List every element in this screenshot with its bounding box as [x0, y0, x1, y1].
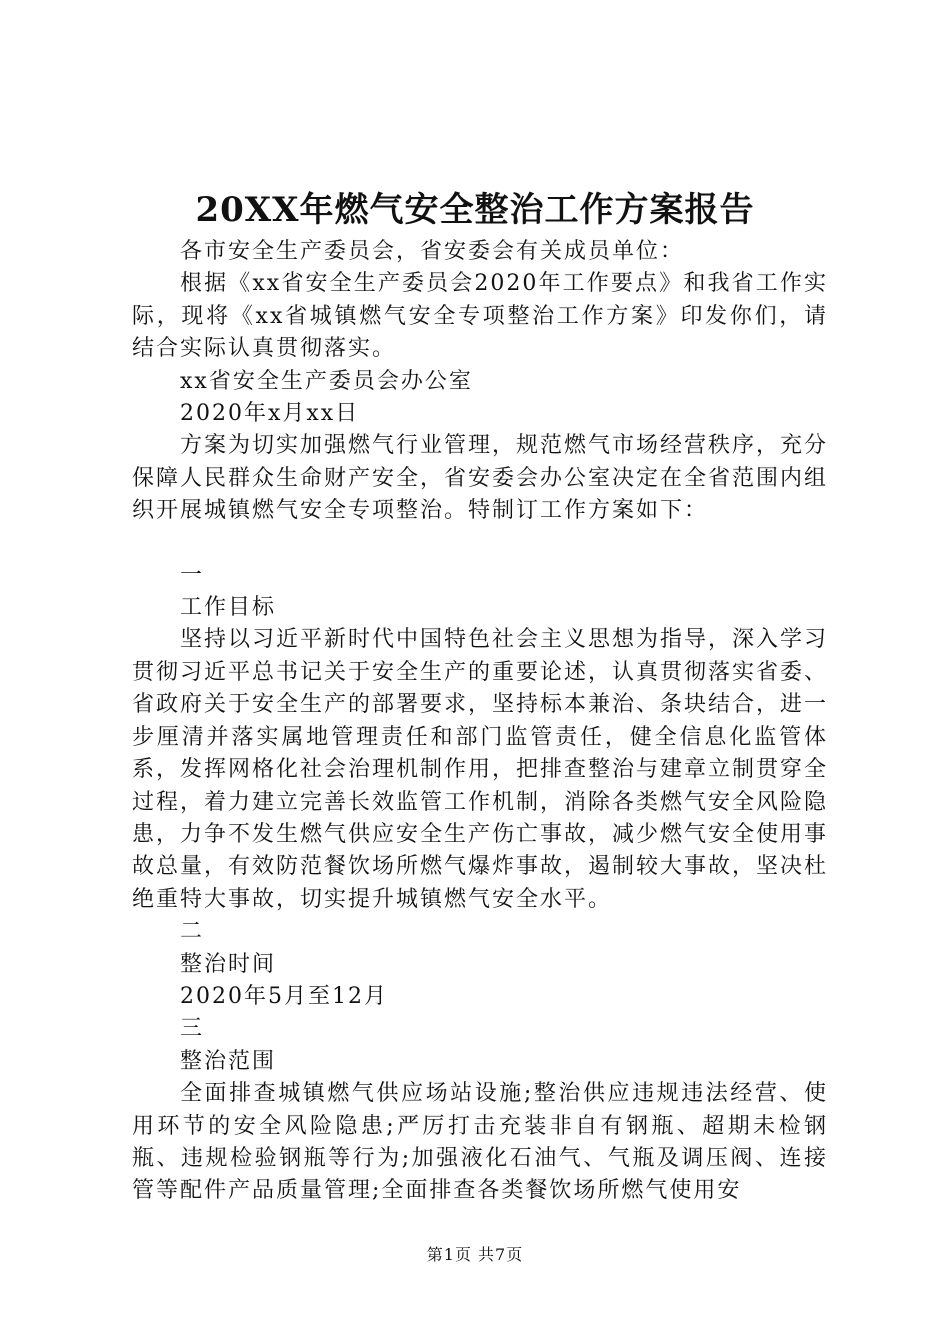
page-footer: 第1页 共7页 [426, 1245, 524, 1264]
intro-paragraph: 根据《xx省安全生产委员会2020年工作要点》和我省工作实际，现将《xx省城镇燃气安全专项整治工作方案》印发你们，请结合实际认真贯彻落实。 [132, 271, 828, 362]
document-body [132, 236, 828, 1208]
section-number-1: 一 [180, 562, 205, 588]
scope-paragraph: 全面排查城镇燃气供应场站设施;整治供应违规违法经营、使用环节的安全风险隐患;严厉打击充装非自有钢瓶、超期未检钢瓶、违规检验钢瓶等行为;加强液化石油气、气瓶及调压阀、连接管等配件产品质量管理;全面排查各类餐饮场所燃气使用安 [132, 1081, 828, 1204]
section-number-3: 三 [180, 1016, 205, 1042]
section-number-2: 二 [180, 919, 205, 945]
issuer-line: xx省安全生产委员会办公室 [180, 368, 473, 394]
section-heading-time: 整治时间 [180, 951, 277, 977]
section-heading-scope: 整治范围 [180, 1048, 277, 1074]
document-title: 20XX年燃气安全整治工作方案报告 [195, 190, 755, 230]
time-paragraph: 2020年5月至12月 [180, 983, 388, 1009]
date-line: 2020年x月xx日 [180, 401, 360, 427]
salutation: 各市安全生产委员会，省安委会有关成员单位： [180, 239, 685, 264]
section-heading-goals: 工作目标 [180, 595, 277, 621]
goals-paragraph: 坚持以习近平新时代中国特色社会主义思想为指导，深入学习贯彻习近平总书记关于安全生产的重要论述，认真贯彻落实省委、省政府关于安全生产的部署要求，坚持标本兼治、条块结合，进一步厘清并落实属地管理责任和部门监管责任，健全信息化监管体系，发挥网格化社会治理机制作用，把排查整治与建章立制贯穿全过程，着力建立完善长效监管工作机制，消除各类燃气安全风险隐患，力争不发生燃气供应安全生产伤亡事故，减少燃气安全使用事故总量，有效防范餐饮场所燃气爆炸事故，遏制较大事故，坚决杜绝重特大事故，切实提升城镇燃气安全水平。 [132, 627, 829, 912]
purpose-paragraph: 方案为切实加强燃气行业管理，规范燃气市场经营秩序，充分保障人民群众生命财产安全，省安委会办公室决定在全省范围内组织开展城镇燃气安全专项整治。特制订工作方案如下： [132, 433, 829, 524]
